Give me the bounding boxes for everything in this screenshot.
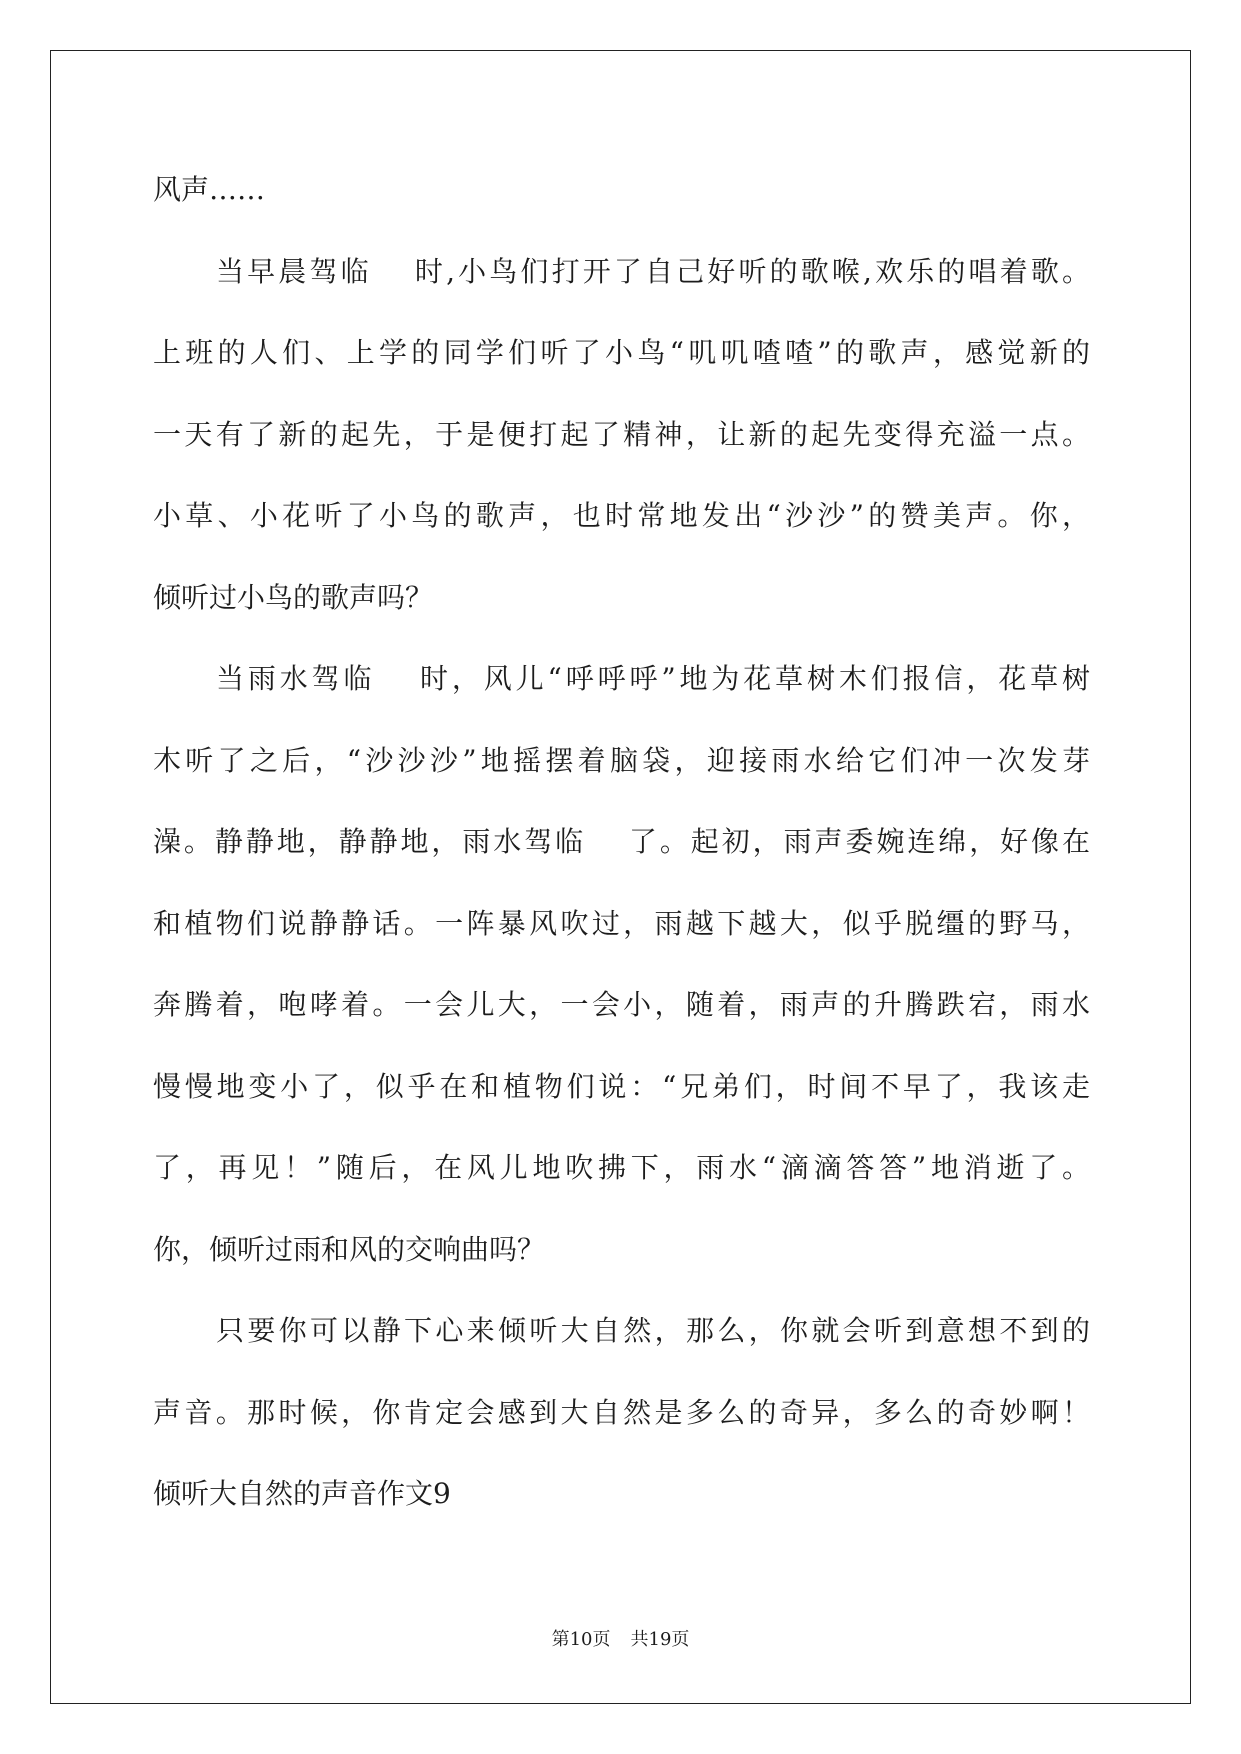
text-line: 了，再见！”随后，在风儿地吹拂下，雨水“滴滴答答”地消逝了。 — [153, 1151, 1090, 1184]
text-line: 和植物们说静静话。一阵暴风吹过，雨越下越大，似乎脱缰的野马， — [153, 906, 1090, 940]
page-total: 共19页 — [630, 1629, 690, 1650]
text-line: 木听了之后，“沙沙沙”地摇摆着脑袋，迎接雨水给它们冲一次发芽 — [153, 743, 1090, 777]
article-body — [153, 149, 1090, 1535]
text-line: 声音。那时候，你肯定会感到大自然是多么的奇异，多么的奇妙啊！ — [153, 1395, 1090, 1429]
text-line: 倾听过小鸟的歌声吗？ — [153, 580, 434, 614]
text-line: 当早晨驾临 时,小鸟们打开了自己好听的歌喉,欢乐的唱着歌。 — [216, 254, 1090, 288]
text-line: 一天有了新的起先，于是便打起了精神，让新的起先变得充溢一点。 — [153, 417, 1090, 451]
text-line: 奔腾着，咆哮着。一会儿大，一会小，随着，雨声的升腾跌宕，雨水 — [153, 988, 1090, 1021]
text-line: 小草、小花听了小鸟的歌声，也时常地发出“沙沙”的赞美声。你， — [153, 499, 1090, 532]
text-line: 慢慢地变小了，似乎在和植物们说：“兄弟们，时间不早了，我该走 — [153, 1069, 1090, 1103]
section-title: 倾听大自然的声音作文9 — [153, 1477, 451, 1510]
text-line: 澡。静静地，静静地，雨水驾临 了。起初，雨声委婉连绵，好像在 — [153, 825, 1090, 858]
text-line: 只要你可以静下心来倾听大自然，那么，你就会听到意想不到的 — [216, 1314, 1090, 1347]
text-line: 你，倾听过雨和风的交响曲吗？ — [153, 1232, 546, 1266]
text-line: 上班的人们、上学的同学们听了小鸟“叽叽喳喳”的歌声，感觉新的 — [153, 336, 1090, 369]
text-line: 当雨水驾临 时，风儿“呼呼呼”地为花草树木们报信，花草树 — [216, 662, 1090, 695]
page-footer — [0, 1626, 1241, 1654]
text-line: 风声…… — [153, 173, 266, 206]
page-number: 第10页 — [551, 1629, 611, 1650]
